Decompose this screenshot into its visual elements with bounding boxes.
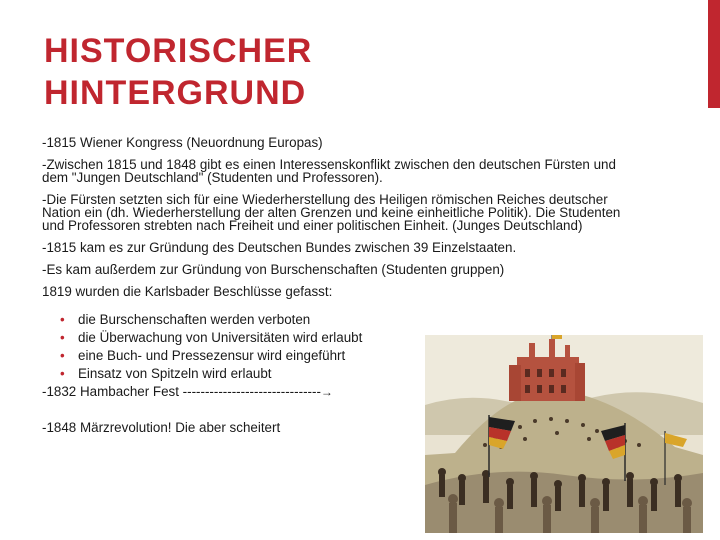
list-item: • die Burschenschaften werden verboten bbox=[60, 311, 622, 329]
paragraph-karlsbader: 1819 wurden die Karlsbader Beschlüsse gefasst: bbox=[42, 284, 333, 299]
accent-bar bbox=[708, 0, 720, 108]
paragraph-burschenschaften: -Es kam außerdem zur Gründung von Burschenschaften (Studenten gruppen) bbox=[42, 262, 505, 277]
slide-title bbox=[44, 30, 664, 114]
paragraph-deutscher-bund: -1815 kam es zur Gründung des Deutschen Bundes zwischen 39 Einzelstaaten. bbox=[42, 240, 517, 255]
paragraph-interessenskonflikt: -Zwischen 1815 und 1848 gibt es einen Interessenskonflikt zwischen den deutschen Fürsten und dem "Jungen Deutschland" (Studenten und Professoren). bbox=[42, 157, 616, 185]
hambacher-text: -1832 Hambacher Fest ------------------------------- bbox=[42, 384, 321, 399]
list-item: • eine Buch- und Pressezensur wird eingeführt bbox=[60, 347, 622, 365]
line-maerzrevolution: -1848 Märzrevolution! Die aber scheitert bbox=[42, 420, 281, 435]
paragraph-wiener-kongress: -1815 Wiener Kongress (Neuordnung Europas) bbox=[42, 135, 323, 150]
paragraph-fuersten: -Die Fürsten setzten sich für eine Wiederherstellung des Heiligen römischen Reiches deutscher Nation ein (dh. Wiederherstellung der alten Grenzen und keine einheitliche Politik). Die Studenten und Professoren strebten nach Freiheit und einer politischen Einheit. (Junges Deutschland) bbox=[42, 192, 621, 233]
list-item: • Einsatz von Spitzeln wird erlaubt bbox=[60, 365, 622, 383]
arrow-right-icon: → bbox=[320, 385, 333, 399]
hambacher-fest-painting bbox=[425, 335, 703, 533]
title-line-2: HINTERGRUND bbox=[44, 74, 307, 112]
list-item: • die Überwachung von Universitäten wird erlaubt bbox=[60, 329, 622, 347]
title-line-1: HISTORISCHER bbox=[44, 32, 313, 70]
